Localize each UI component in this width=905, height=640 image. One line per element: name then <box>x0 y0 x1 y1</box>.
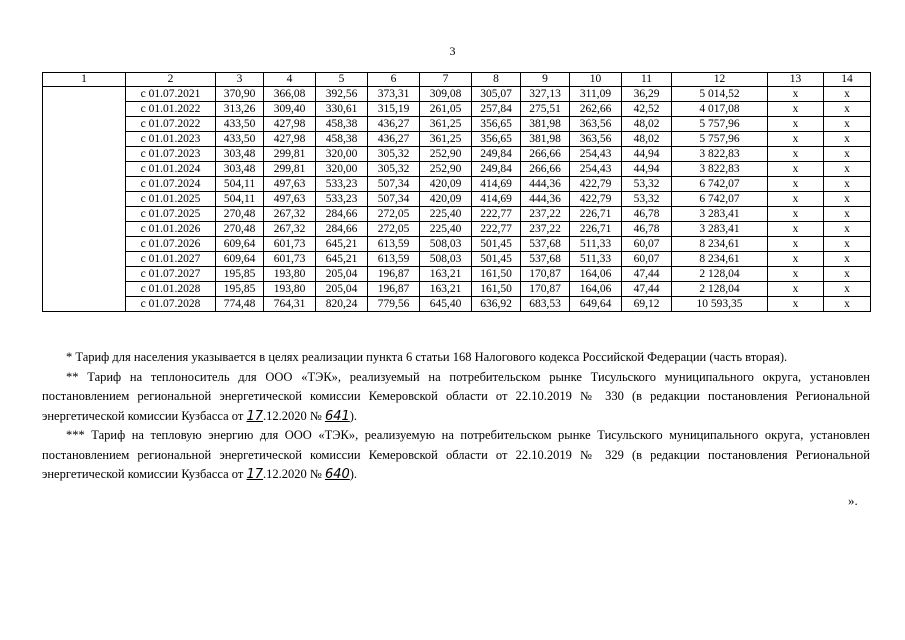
value-cell: 444,36 <box>521 192 570 207</box>
value-cell: 537,68 <box>521 237 570 252</box>
value-cell: 6 742,07 <box>672 177 768 192</box>
blank-cell <box>43 222 126 237</box>
table-row <box>43 177 871 192</box>
value-cell: 47,44 <box>622 267 672 282</box>
value-cell: 458,38 <box>316 117 368 132</box>
value-cell: 508,03 <box>420 252 472 267</box>
column-header: 1 <box>43 73 126 87</box>
date-cell: с 01.07.2024 <box>126 177 216 192</box>
date-cell: с 01.01.2026 <box>126 222 216 237</box>
value-cell: 303,48 <box>216 162 264 177</box>
value-cell: 414,69 <box>472 177 521 192</box>
blank-cell <box>43 147 126 162</box>
value-cell: 373,31 <box>368 87 420 102</box>
blank-cell <box>43 207 126 222</box>
value-cell: 164,06 <box>570 267 622 282</box>
value-cell: х <box>824 267 871 282</box>
value-cell: 196,87 <box>368 282 420 297</box>
footnote-text: .12.2020 № <box>263 408 325 423</box>
value-cell: 609,64 <box>216 252 264 267</box>
value-cell: 427,98 <box>264 132 316 147</box>
value-cell: 420,09 <box>420 177 472 192</box>
value-cell: 195,85 <box>216 282 264 297</box>
value-cell: 392,56 <box>316 87 368 102</box>
date-cell: с 01.01.2028 <box>126 282 216 297</box>
value-cell: 381,98 <box>521 132 570 147</box>
value-cell: 2 128,04 <box>672 267 768 282</box>
value-cell: 613,59 <box>368 237 420 252</box>
value-cell: 44,94 <box>622 162 672 177</box>
column-header: 10 <box>570 73 622 87</box>
value-cell: х <box>768 252 824 267</box>
value-cell: 5 757,96 <box>672 132 768 147</box>
value-cell: 601,73 <box>264 252 316 267</box>
value-cell: 161,50 <box>472 282 521 297</box>
value-cell: 237,22 <box>521 222 570 237</box>
table-row <box>43 252 871 267</box>
column-header: 7 <box>420 73 472 87</box>
value-cell: 501,45 <box>472 237 521 252</box>
value-cell: х <box>768 207 824 222</box>
value-cell: 60,07 <box>622 237 672 252</box>
value-cell: 645,21 <box>316 237 368 252</box>
column-header: 5 <box>316 73 368 87</box>
value-cell: х <box>824 87 871 102</box>
value-cell: 36,29 <box>622 87 672 102</box>
table-row <box>43 282 871 297</box>
value-cell: 270,48 <box>216 207 264 222</box>
value-cell: 48,02 <box>622 117 672 132</box>
value-cell: 261,05 <box>420 102 472 117</box>
value-cell: х <box>768 297 824 312</box>
value-cell: 504,11 <box>216 192 264 207</box>
value-cell: 8 234,61 <box>672 252 768 267</box>
value-cell: 303,48 <box>216 147 264 162</box>
value-cell: 225,40 <box>420 207 472 222</box>
value-cell: 370,90 <box>216 87 264 102</box>
value-cell: 8 234,61 <box>672 237 768 252</box>
value-cell: 163,21 <box>420 267 472 282</box>
value-cell: 53,32 <box>622 192 672 207</box>
table-row <box>43 237 871 252</box>
value-cell: 361,25 <box>420 132 472 147</box>
value-cell: 363,56 <box>570 117 622 132</box>
value-cell: 381,98 <box>521 117 570 132</box>
value-cell: 252,90 <box>420 162 472 177</box>
table-row <box>43 207 871 222</box>
table-row <box>43 132 871 147</box>
column-header: 14 <box>824 73 871 87</box>
value-cell: 444,36 <box>521 177 570 192</box>
footnote-heat-energy <box>42 426 870 485</box>
closing-quote: ». <box>848 493 858 508</box>
value-cell: 764,31 <box>264 297 316 312</box>
value-cell: 820,24 <box>316 297 368 312</box>
value-cell: х <box>768 117 824 132</box>
value-cell: 613,59 <box>368 252 420 267</box>
page-number: 3 <box>449 44 456 58</box>
value-cell: х <box>768 132 824 147</box>
blank-cell <box>43 117 126 132</box>
value-cell: 436,27 <box>368 117 420 132</box>
blank-cell <box>43 267 126 282</box>
value-cell: х <box>768 162 824 177</box>
value-cell: 427,98 <box>264 117 316 132</box>
footnote-text: ** Тариф на теплоноситель для ООО «ТЭК», реализуемый на потребительском рынке Тисульского муниципального округа, установлен постановлением региональной энергетической комиссии Кемеровской области от 22.10.2019 № 330 (в редакции постановления Региональной энергетической комиссии Кузбасса от <box>42 369 870 423</box>
tariff-table <box>42 72 871 312</box>
table-row <box>43 102 871 117</box>
value-cell: 226,71 <box>570 222 622 237</box>
table-body <box>43 87 871 312</box>
value-cell: 266,66 <box>521 147 570 162</box>
value-cell: 533,23 <box>316 192 368 207</box>
value-cell: 313,26 <box>216 102 264 117</box>
blank-cell <box>43 237 126 252</box>
table-row <box>43 87 871 102</box>
value-cell: 2 128,04 <box>672 282 768 297</box>
value-cell: 46,78 <box>622 207 672 222</box>
value-cell: х <box>768 267 824 282</box>
value-cell: х <box>768 147 824 162</box>
column-header: 3 <box>216 73 264 87</box>
table-row <box>43 297 871 312</box>
value-cell: 267,32 <box>264 222 316 237</box>
value-cell: х <box>768 87 824 102</box>
blank-cell <box>43 177 126 192</box>
value-cell: 507,34 <box>368 192 420 207</box>
value-cell: 511,33 <box>570 237 622 252</box>
value-cell: 257,84 <box>472 102 521 117</box>
value-cell: 327,13 <box>521 87 570 102</box>
value-cell: 170,87 <box>521 267 570 282</box>
table-row <box>43 222 871 237</box>
footnotes <box>42 348 870 485</box>
value-cell: 254,43 <box>570 147 622 162</box>
value-cell: 363,56 <box>570 132 622 147</box>
value-cell: 252,90 <box>420 147 472 162</box>
column-header: 9 <box>521 73 570 87</box>
table-row <box>43 147 871 162</box>
value-cell: 196,87 <box>368 267 420 282</box>
column-header: 8 <box>472 73 521 87</box>
value-cell: 320,00 <box>316 147 368 162</box>
footnote-text: ). <box>349 408 358 423</box>
blank-cell <box>43 102 126 117</box>
date-cell: с 01.07.2025 <box>126 207 216 222</box>
value-cell: 3 283,41 <box>672 222 768 237</box>
footnote-heat-carrier <box>42 368 870 427</box>
value-cell: х <box>824 177 871 192</box>
blank-cell <box>43 297 126 312</box>
value-cell: 193,80 <box>264 282 316 297</box>
value-cell: х <box>824 132 871 147</box>
value-cell: 601,73 <box>264 237 316 252</box>
footnote-text: ). <box>349 467 358 481</box>
value-cell: х <box>768 222 824 237</box>
handwritten-number: 641 <box>324 408 350 424</box>
value-cell: х <box>768 102 824 117</box>
value-cell: 60,07 <box>622 252 672 267</box>
column-header: 2 <box>126 73 216 87</box>
value-cell: 330,61 <box>316 102 368 117</box>
blank-cell <box>43 87 126 102</box>
value-cell: 272,05 <box>368 222 420 237</box>
value-cell: х <box>824 222 871 237</box>
column-header: 4 <box>264 73 316 87</box>
value-cell: 305,32 <box>368 147 420 162</box>
value-cell: 249,84 <box>472 147 521 162</box>
value-cell: 267,32 <box>264 207 316 222</box>
value-cell: 161,50 <box>472 267 521 282</box>
value-cell: 6 742,07 <box>672 192 768 207</box>
value-cell: 275,51 <box>521 102 570 117</box>
value-cell: 497,63 <box>264 177 316 192</box>
value-cell: 533,23 <box>316 177 368 192</box>
date-cell: с 01.07.2022 <box>126 117 216 132</box>
value-cell: 511,33 <box>570 252 622 267</box>
value-cell: 44,94 <box>622 147 672 162</box>
value-cell: х <box>824 207 871 222</box>
value-cell: 501,45 <box>472 252 521 267</box>
value-cell: 284,66 <box>316 222 368 237</box>
blank-cell <box>43 192 126 207</box>
value-cell: 299,81 <box>264 162 316 177</box>
value-cell: 645,21 <box>316 252 368 267</box>
column-header: 13 <box>768 73 824 87</box>
value-cell: 366,08 <box>264 87 316 102</box>
table-header-row <box>43 73 871 87</box>
value-cell: 356,65 <box>472 132 521 147</box>
value-cell: х <box>768 237 824 252</box>
value-cell: 497,63 <box>264 192 316 207</box>
value-cell: х <box>824 297 871 312</box>
value-cell: 270,48 <box>216 222 264 237</box>
handwritten-day: 17 <box>246 408 263 424</box>
value-cell: 420,09 <box>420 192 472 207</box>
value-cell: 507,34 <box>368 177 420 192</box>
value-cell: х <box>824 192 871 207</box>
value-cell: 262,66 <box>570 102 622 117</box>
value-cell: 609,64 <box>216 237 264 252</box>
date-cell: с 01.01.2025 <box>126 192 216 207</box>
footnote-text: *** Тариф на тепловую энергию для ООО «ТЭК», реализуемую на потребительском рынке Тисульского муниципального округа, установлен постановлением региональной энергетической комиссии Кемеровской области от 22.10.2019 № 329 (в редакции постановления Региональной энергетической комиссии Кузбасса от <box>42 428 870 481</box>
value-cell: 774,48 <box>216 297 264 312</box>
value-cell: 636,92 <box>472 297 521 312</box>
value-cell: 5 014,52 <box>672 87 768 102</box>
value-cell: 309,08 <box>420 87 472 102</box>
value-cell: 537,68 <box>521 252 570 267</box>
value-cell: 5 757,96 <box>672 117 768 132</box>
value-cell: 170,87 <box>521 282 570 297</box>
column-header: 12 <box>672 73 768 87</box>
date-cell: с 01.01.2024 <box>126 162 216 177</box>
value-cell: 205,04 <box>316 282 368 297</box>
value-cell: 458,38 <box>316 132 368 147</box>
value-cell: 508,03 <box>420 237 472 252</box>
value-cell: 272,05 <box>368 207 420 222</box>
value-cell: 195,85 <box>216 267 264 282</box>
value-cell: 361,25 <box>420 117 472 132</box>
value-cell: 237,22 <box>521 207 570 222</box>
value-cell: 205,04 <box>316 267 368 282</box>
value-cell: 309,40 <box>264 102 316 117</box>
value-cell: х <box>824 102 871 117</box>
value-cell: 645,40 <box>420 297 472 312</box>
blank-cell <box>43 252 126 267</box>
value-cell: 53,32 <box>622 177 672 192</box>
value-cell: 249,84 <box>472 162 521 177</box>
value-cell: 436,27 <box>368 132 420 147</box>
value-cell: 193,80 <box>264 267 316 282</box>
value-cell: 69,12 <box>622 297 672 312</box>
value-cell: 10 593,35 <box>672 297 768 312</box>
value-cell: 225,40 <box>420 222 472 237</box>
value-cell: 254,43 <box>570 162 622 177</box>
date-cell: с 01.07.2026 <box>126 237 216 252</box>
date-cell: с 01.07.2023 <box>126 147 216 162</box>
handwritten-number: 640 <box>324 467 350 482</box>
value-cell: 422,79 <box>570 192 622 207</box>
value-cell: 649,64 <box>570 297 622 312</box>
date-cell: с 01.01.2023 <box>126 132 216 147</box>
value-cell: 779,56 <box>368 297 420 312</box>
value-cell: х <box>768 177 824 192</box>
table-row <box>43 192 871 207</box>
value-cell: 299,81 <box>264 147 316 162</box>
column-header: 11 <box>622 73 672 87</box>
blank-cell <box>43 282 126 297</box>
value-cell: 222,77 <box>472 222 521 237</box>
value-cell: 164,06 <box>570 282 622 297</box>
blank-cell <box>43 132 126 147</box>
footnote-population-tariff: * Тариф для населения указывается в целях реализации пункта 6 статьи 168 Налогового кодекса Российской Федерации (часть вторая). <box>66 350 788 364</box>
value-cell: 305,32 <box>368 162 420 177</box>
value-cell: 226,71 <box>570 207 622 222</box>
value-cell: х <box>824 147 871 162</box>
value-cell: 3 822,83 <box>672 147 768 162</box>
value-cell: 315,19 <box>368 102 420 117</box>
value-cell: 504,11 <box>216 177 264 192</box>
value-cell: 422,79 <box>570 177 622 192</box>
date-cell: с 01.07.2027 <box>126 267 216 282</box>
value-cell: 683,53 <box>521 297 570 312</box>
value-cell: х <box>824 237 871 252</box>
value-cell: 284,66 <box>316 207 368 222</box>
value-cell: х <box>824 117 871 132</box>
value-cell: 42,52 <box>622 102 672 117</box>
value-cell: 46,78 <box>622 222 672 237</box>
value-cell: х <box>824 252 871 267</box>
value-cell: 305,07 <box>472 87 521 102</box>
footnote-text: .12.2020 № <box>263 467 325 481</box>
value-cell: 4 017,08 <box>672 102 768 117</box>
value-cell: х <box>768 192 824 207</box>
value-cell: 47,44 <box>622 282 672 297</box>
value-cell: 266,66 <box>521 162 570 177</box>
value-cell: 433,50 <box>216 117 264 132</box>
value-cell: 222,77 <box>472 207 521 222</box>
value-cell: 3 822,83 <box>672 162 768 177</box>
table-row <box>43 117 871 132</box>
blank-cell <box>43 162 126 177</box>
handwritten-day: 17 <box>246 467 263 482</box>
date-cell: с 01.01.2022 <box>126 102 216 117</box>
date-cell: с 01.07.2028 <box>126 297 216 312</box>
value-cell: 48,02 <box>622 132 672 147</box>
value-cell: 3 283,41 <box>672 207 768 222</box>
value-cell: х <box>824 162 871 177</box>
table-row <box>43 267 871 282</box>
date-cell: с 01.01.2027 <box>126 252 216 267</box>
column-header: 6 <box>368 73 420 87</box>
value-cell: 433,50 <box>216 132 264 147</box>
value-cell: 311,09 <box>570 87 622 102</box>
value-cell: х <box>824 282 871 297</box>
value-cell: 163,21 <box>420 282 472 297</box>
date-cell: с 01.07.2021 <box>126 87 216 102</box>
value-cell: х <box>768 282 824 297</box>
value-cell: 356,65 <box>472 117 521 132</box>
table-row <box>43 162 871 177</box>
value-cell: 414,69 <box>472 192 521 207</box>
value-cell: 320,00 <box>316 162 368 177</box>
